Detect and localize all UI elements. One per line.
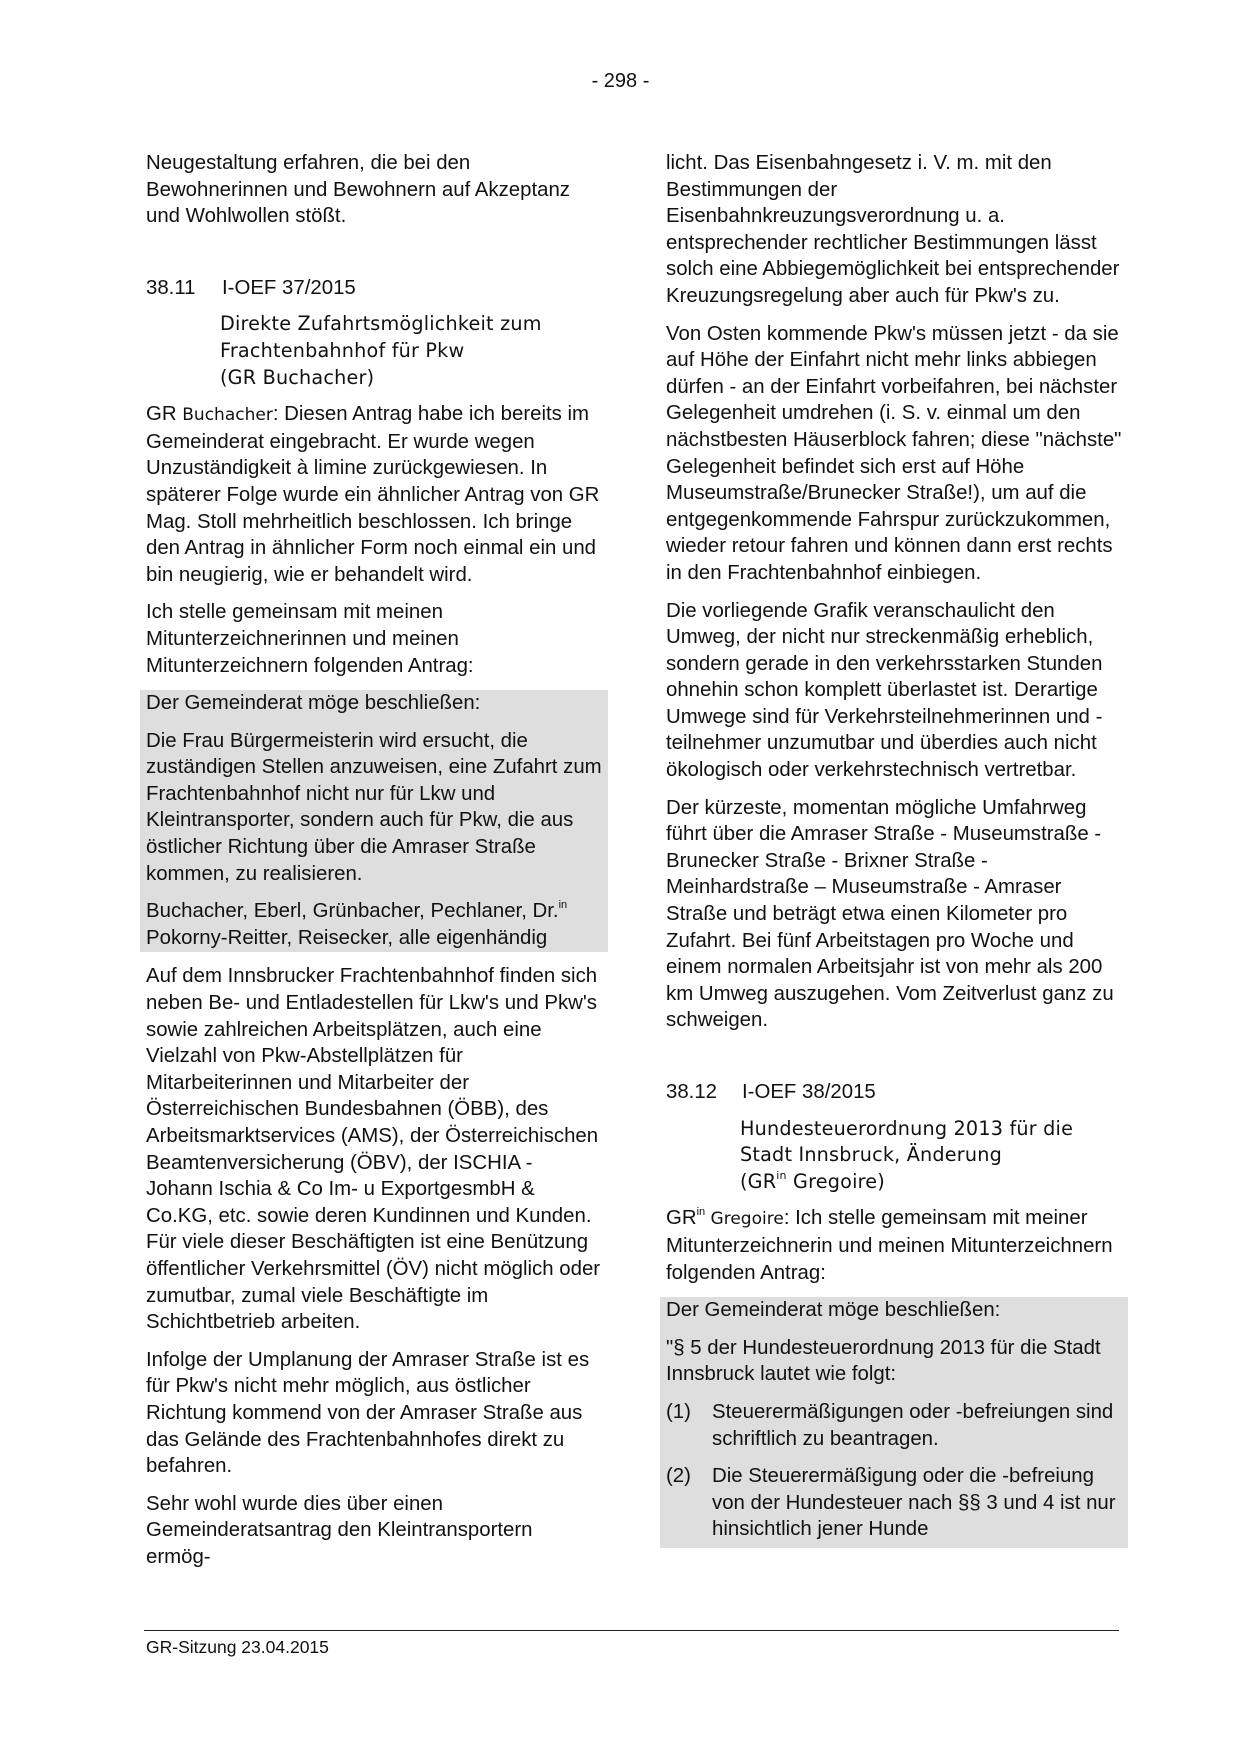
section-code: I-OEF 38/2015 bbox=[742, 1081, 876, 1103]
motion-block bbox=[140, 690, 608, 952]
list-item-number: (2) bbox=[666, 1465, 691, 1488]
motion-heading: Der Gemeinderat möge beschließen: bbox=[146, 692, 481, 715]
section-number: 38.11 bbox=[146, 276, 196, 299]
left-column bbox=[146, 150, 602, 1582]
speaker-name: Buchacher bbox=[182, 405, 273, 426]
speaker-paragraph bbox=[146, 401, 602, 588]
motion-signers bbox=[146, 898, 602, 951]
body-paragraph-2: Infolge der Umplanung der Amraser Straße ist es für Pkw's nicht mehr möglich, aus östlicher Richtung kommend von der Amraser Straße aus das Gelände des Frachtenbahnhofes direkt zu befahren. bbox=[146, 1348, 590, 1478]
right-column bbox=[666, 150, 1122, 1548]
page-number: - 298 - bbox=[591, 70, 650, 92]
speaker-sup: in bbox=[696, 1206, 706, 1219]
list-item-text: Die Steuerermäßigung oder die -befreiung von der Hundesteuer nach §§ 3 und 4 ist nur hinsichtlich jener Hunde bbox=[712, 1465, 1116, 1541]
motion-text: Die Frau Bürgermeisterin wird ersucht, die zuständigen Stellen anzuweisen, eine Zufahrt zum Frachtenbahnhof nicht nur für Lkw und Kleintransporter, sondern auch für Pkw, die aus östlicher Richtung über die Amraser Straße kommen, zu realisieren. bbox=[146, 729, 602, 885]
speaker-text: : Diesen Antrag habe ich bereits im Gemeinderat eingebracht. Er wurde wegen Unzuständigkeit à limine zurückgewiesen. In späterer Folge wurde ein ähnlicher Antrag von GR Mag. Stoll mehrheitlich beschlossen. Ich bringe den Antrag in ähnlicher Form noch einmal ein und bin neugierig, wie er behandelt wird. bbox=[146, 403, 600, 586]
signers-sup: in bbox=[558, 899, 568, 912]
intro-paragraph: Neugestaltung erfahren, die bei den Bewohnerinnen und Bewohnern auf Akzeptanz und Wohlwollen stößt. bbox=[146, 152, 570, 228]
section-title-author bbox=[740, 1169, 1122, 1196]
antrag-paragraph: Ich stelle gemeinsam mit meinen Mitunterzeichnerinnen und meinen Mitunterzeichnern folgenden Antrag: bbox=[146, 601, 474, 677]
title-author-sup: in bbox=[776, 1168, 787, 1182]
list-item bbox=[666, 1399, 1122, 1452]
signers-part-a: Buchacher, Eberl, Grünbacher, Pechlaner, Dr. bbox=[146, 900, 559, 923]
section-title-text: Direkte Zufahrtsmöglichkeit zum Frachtenbahnhof für Pkw bbox=[220, 312, 542, 362]
list-item-text: Steuerermäßigungen oder -befreiungen sind schriftlich zu beantragen. bbox=[712, 1400, 1114, 1450]
body-paragraph-6: Die vorliegende Grafik veranschaulicht den Umweg, der nicht nur streckenmäßig erheblich, sondern gerade in den verkehrsstarken Stunden ohnehin schon komplett überlastet ist. Derartige Umwege sind für Verkehrsteilnehmerinnen und -teilnehmer unzumutbar und überdies auch nicht ökologisch oder verkehrstechnisch vertretbar. bbox=[666, 599, 1103, 782]
speaker-prefix: GR bbox=[666, 1207, 697, 1230]
speaker-text: : Ich stelle gemeinsam mit meiner Mitunterzeichnerin und meinen Mitunterzeichnern folgenden Antrag: bbox=[666, 1207, 1113, 1284]
speaker-paragraph bbox=[666, 1205, 1122, 1286]
footer-text: GR-Sitzung 23.04.2015 bbox=[146, 1637, 329, 1657]
motion-block bbox=[660, 1297, 1128, 1548]
motion-intro: "§ 5 der Hundesteuerordnung 2013 für die Stadt Innsbruck lautet wie folgt: bbox=[666, 1336, 1101, 1386]
body-paragraph-7: Der kürzeste, momentan mögliche Umfahrweg führt über die Amraser Straße - Museumstraße - Brunecker Straße - Brixner Straße - Meinhardstraße – Museumstraße - Amraser Straße und beträgt etwa einen Kilometer pro Zufahrt. Bei fünf Arbeitstagen pro Woche und einem normalen Arbeitsjahr ist von mehr als 200 km Umweg auszugehen. Vom Zeitverlust ganz zu schweigen. bbox=[666, 796, 1114, 1032]
signers-part-b: Pokorny-Reitter, Reisecker, alle eigenhändig bbox=[146, 926, 548, 949]
body-paragraph-5: Von Osten kommende Pkw's müssen jetzt - da sie auf Höhe der Einfahrt nicht mehr links abbiegen dürfen - an der Einfahrt vorbeifahren, bei nächster Gelegenheit umdrehen (i. S. v. einmal um den nächstbesten Häuserblock fahren; diese "nächste" Gelegenheit befindet sich erst auf Höhe Museumstraße/Brunecker Straße!), um auf die entgegenkommende Fahrspur zurückzukommen, wieder retour fahren und können dann erst rechts in den Frachtenbahnhof einbiegen. bbox=[666, 322, 1122, 584]
list-item bbox=[666, 1463, 1122, 1543]
section-heading-38-11 bbox=[146, 275, 602, 302]
speaker-prefix: GR bbox=[146, 403, 183, 426]
footer-divider bbox=[144, 1630, 1119, 1631]
section-title-text: Hundesteuerordnung 2013 für die Stadt Innsbruck, Änderung bbox=[740, 1116, 1074, 1167]
motion-heading: Der Gemeinderat möge beschließen: bbox=[666, 1299, 1001, 1322]
title-author-b: Gregoire) bbox=[786, 1169, 885, 1193]
speaker-name: Gregoire bbox=[705, 1209, 784, 1230]
body-paragraph-1: Auf dem Innsbrucker Frachtenbahnhof finden sich neben Be- und Entladestellen für Lkw's und Pkw's sowie zahlreichen Arbeitsplätzen, auch eine Vielzahl von Pkw-Abstellplätzen für Mitarbeiterinnen und Mitarbeiter der Österreichischen Bundesbahnen (ÖBB), des Arbeitsmarktservices (AMS), der Österreichischen Beamtenversicherung (ÖBV), der ISCHIA - Johann Ischia & Co Im- u ExportgesmbH & Co.KG, etc. sowie deren Kundinnen und Kunden. Für viele dieser Beschäftigten ist eine Benützung öffentlicher Verkehrsmittel (ÖV) nicht möglich oder zumutbar, zumal viele Beschäftigte im Schichtbetrieb arbeiten. bbox=[146, 965, 601, 1334]
section-heading-38-12 bbox=[666, 1079, 1122, 1106]
section-title-author: (GR Buchacher) bbox=[220, 365, 375, 389]
section-number: 38.12 bbox=[666, 1081, 718, 1103]
section-title bbox=[220, 311, 602, 391]
body-paragraph-3: Sehr wohl wurde dies über einen Gemeinderatsantrag den Kleintransportern ermög- bbox=[146, 1492, 533, 1568]
list-item-number: (1) bbox=[666, 1400, 691, 1423]
section-code: I-OEF 37/2015 bbox=[222, 276, 356, 299]
body-paragraph-4: licht. Das Eisenbahngesetz i. V. m. mit den Bestimmungen der Eisenbahnkreuzungsverordnung u. a. entsprechender rechtlicher Bestimmungen lässt solch eine Abbiegemöglichkeit bei entsprechender Kreuzungsregelung aber auch für Pkw's zu. bbox=[666, 152, 1120, 307]
section-title bbox=[740, 1116, 1122, 1196]
title-author-a: (GR bbox=[740, 1169, 777, 1193]
